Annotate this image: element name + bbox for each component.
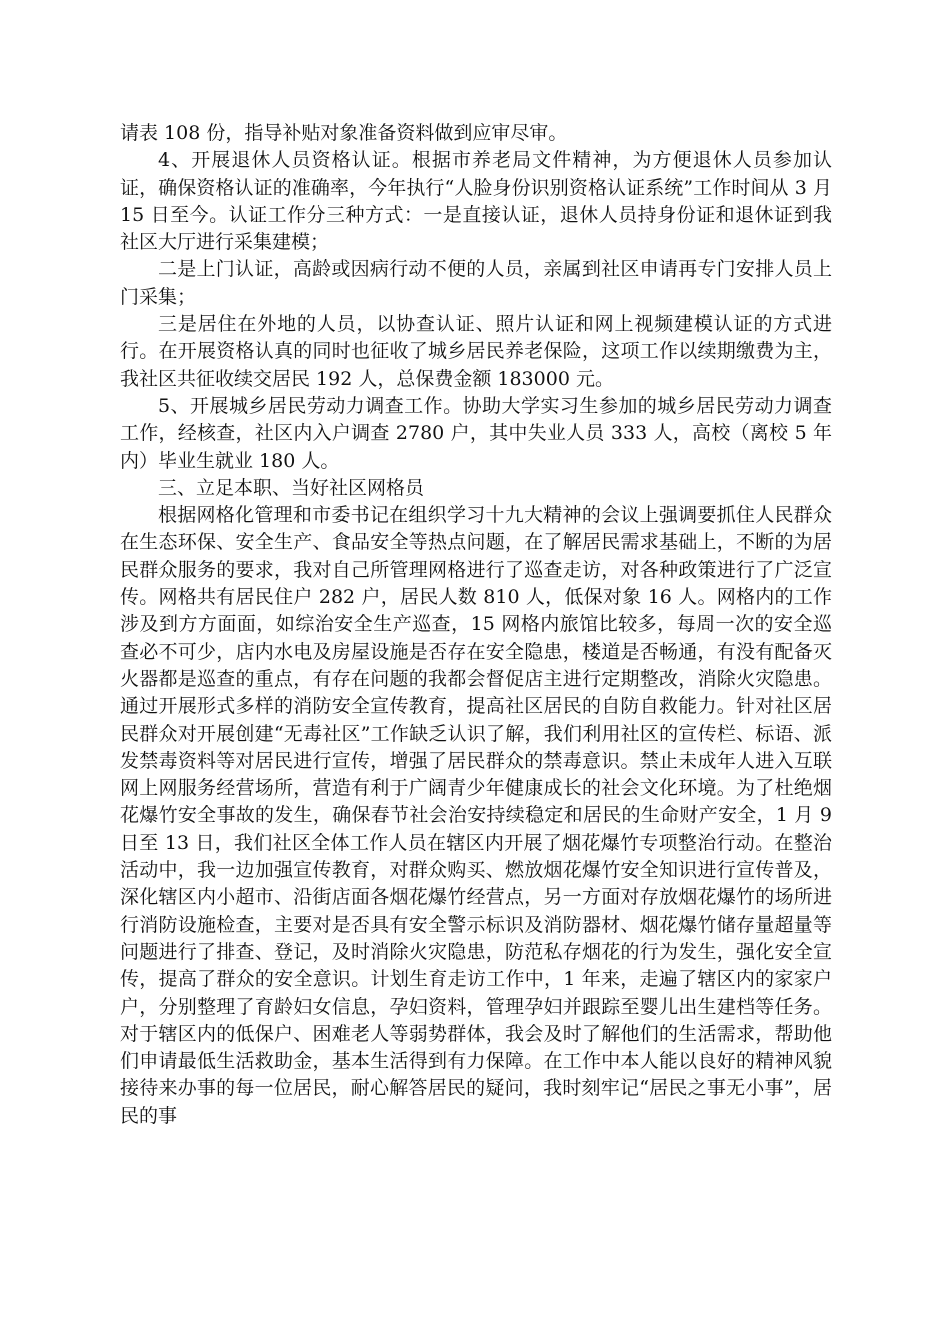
document-body xyxy=(120,120,832,1130)
paragraph-labor-survey: 5、开展城乡居民劳动力调查工作。协助大学实习生参加的城乡居民劳动力调查工作，经核查，社区内入户调查 2780 户，其中失业人员 333 人，高校（离校 5 年内）毕业生就业 180 人。 xyxy=(120,394,832,472)
paragraph-retiree-certification: 4、开展退休人员资格认证。根据市养老局文件精神，为方便退休人员参加认证，确保资格认证的准确率，今年执行“人脸身份识别资格认证系统”工作时间从 3 月 15 日至今。认证工作分三种方式：一是直接认证，退休人员持身份证和退休证到我社区大厅进行采集建模； xyxy=(120,149,832,254)
paragraph-remote-certification: 三是居住在外地的人员，以协查认证、照片认证和网上视频建模认证的方式进行。在开展资格认真的同时也征收了城乡居民养老保险，这项工作以续期缴费为主，我社区共征收续交居民 192 人，总保费金额 183000 元。 xyxy=(120,313,832,390)
paragraph-grid-management: 根据网格化管理和市委书记在组织学习十九大精神的会议上强调要抓住人民群众在生态环保、安全生产、食品安全等热点问题，在了解居民需求基础上，不断的为居民群众服务的要求，我对自己所管理网格进行了巡查走访，对各种政策进行了广泛宣传。网格共有居民住户 282 户，居民人数 810 人，低保对象 16 人。网格内的工作涉及到方方面面，如综治安全生产巡查，15 网格内旅馆比较多，每周一次的安全巡查必不可少，店内水电及房屋设施是否存在安全隐患，楼道是否畅通，有没有配备灭火器都是巡查的重点，有存在问题的我都会督促店主进行定期整改，消除火灾隐患。通过开展形式多样的消防安全宣传教育，提高社区居民的自防自救能力。针对社区居民群众对开展创建“无毒社区”工作缺乏认识了解，我们利用社区的宣传栏、标语、派发禁毒资料等对居民进行宣传，增强了居民群众的禁毒意识。禁止未成年人进入互联网上网服务经营场所，营造有利于广阔青少年健康成长的社会文化环境。为了杜绝烟花爆竹安全事故的发生，确保春节社会治安持续稳定和居民的生命财产安全，1 月 9 日至 13 日，我们社区全体工作人员在辖区内开展了烟花爆竹专项整治行动。在整治活动中，我一边加强宣传教育，对群众购买、燃放烟花爆竹安全知识进行宣传普及，深化辖区内小超市、沿街店面各烟花爆竹经营点，另一方面对存放烟花爆竹的场所进行消防设施检查，主要对是否具有安全警示标识及消防器材、烟花爆竹储存量超量等问题进行了排查、登记，及时消除火灾隐患，防范私存烟花的行为发生，强化安全宣传，提高了群众的安全意识。计划生育走访工作中，1 年来，走遍了辖区内的家家户户，分别整理了育龄妇女信息，孕妇资料，管理孕妇并跟踪至婴儿出生建档等任务。对于辖区内的低保户、困难老人等弱势群体，我会及时了解他们的生活需求，帮助他们申请最低生活救助金，基本生活得到有力保障。在工作中本人能以良好的精神风貌接待来办事的每一位居民，耐心解答居民的疑问，我时刻牢记“居民之事无小事”，居民的事 xyxy=(120,504,832,1127)
paragraph-continuation: 请表 108 份，指导补贴对象准备资料做到应审尽审。 xyxy=(120,122,568,144)
paragraph-home-certification: 二是上门认证，高龄或因病行动不便的人员，亲属到社区申请再专门安排人员上门采集； xyxy=(120,258,832,308)
section-heading-grid-worker: 三、立足本职、当好社区网格员 xyxy=(158,476,425,499)
